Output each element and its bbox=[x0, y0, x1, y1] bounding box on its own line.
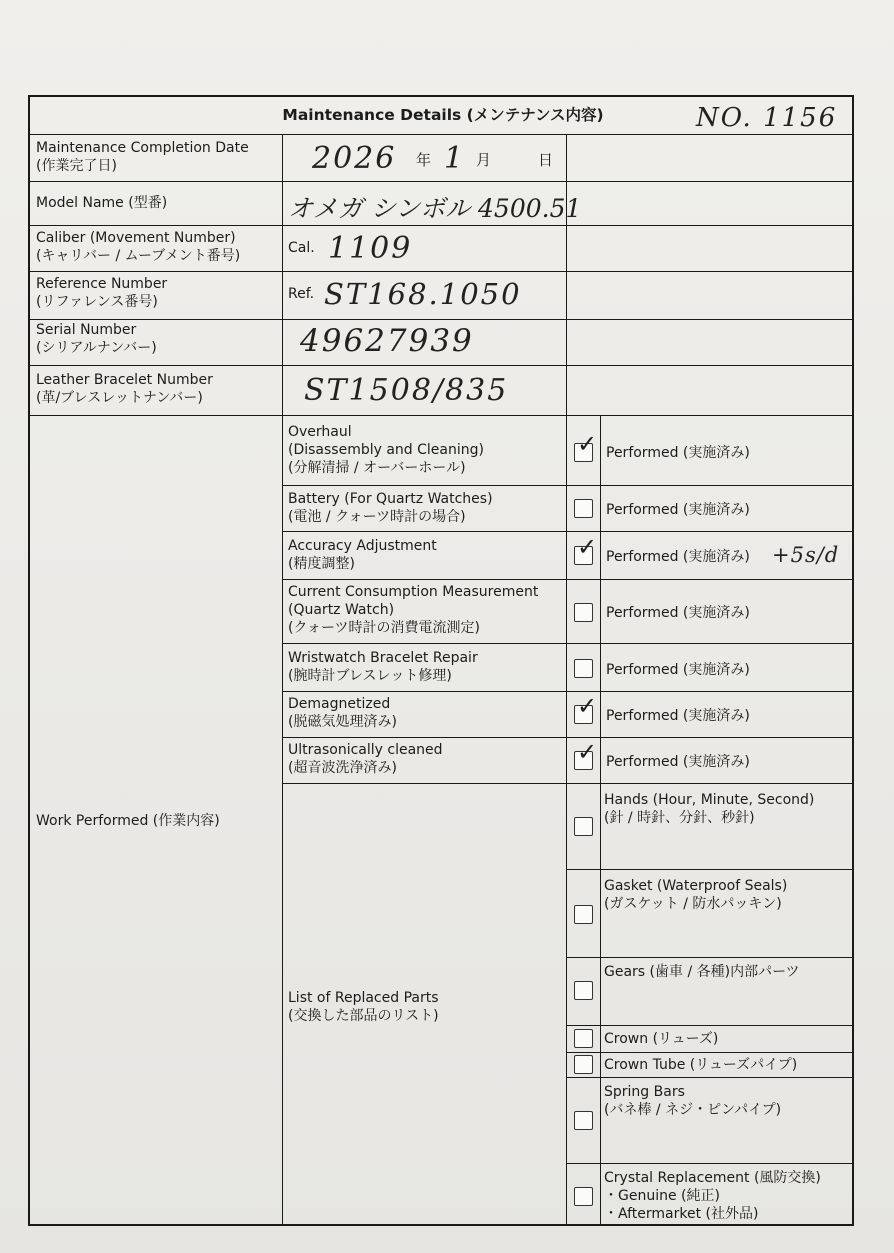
checkbox-demagnetized[interactable] bbox=[574, 692, 598, 724]
checkbox-accuracy[interactable] bbox=[574, 533, 598, 565]
caliber-value: 1109 bbox=[328, 231, 413, 266]
work-item-battery: Battery (For Quartz Watches) (電池 / クォーツ時計の場合) bbox=[288, 491, 493, 525]
checkbox-part-hands[interactable] bbox=[574, 817, 593, 836]
serial-value: 49627939 bbox=[300, 323, 474, 359]
checkbox-part-crown[interactable] bbox=[574, 1029, 593, 1048]
checkmark-icon: ✓ bbox=[577, 738, 598, 766]
form-title: Maintenance Details (メンテナンス内容) bbox=[282, 106, 604, 124]
checkmark-icon: ✓ bbox=[577, 692, 598, 720]
maintenance-form bbox=[28, 95, 854, 1226]
month-unit: 月 bbox=[476, 151, 492, 169]
checkbox-part-crown-tube[interactable] bbox=[574, 1055, 593, 1074]
work-item-overhaul: Overhaul (Disassembly and Cleaning) (分解清掃 / オーバーホール) bbox=[288, 424, 484, 476]
performed-label: Performed (実施済み) bbox=[606, 549, 750, 565]
performed-label: Performed (実施済み) bbox=[606, 708, 750, 724]
checkbox-part-spring-bars[interactable] bbox=[574, 1111, 593, 1130]
performed-label: Performed (実施済み) bbox=[606, 662, 750, 678]
checkbox-current-consumption[interactable] bbox=[574, 603, 593, 622]
work-item-bracelet-repair: Wristwatch Bracelet Repair (腕時計ブレスレット修理) bbox=[288, 650, 478, 684]
replaced-parts-label: List of Replaced Parts (交換した部品のリスト) bbox=[288, 990, 439, 1024]
performed-label: Performed (実施済み) bbox=[606, 445, 750, 461]
performed-label: Performed (実施済み) bbox=[606, 605, 750, 621]
part-gears: Gears (歯車 / 各種)内部パーツ bbox=[604, 964, 800, 980]
model-name-value: オメガ シンボル 4500.51 bbox=[288, 194, 582, 223]
part-gasket: Gasket (Waterproof Seals) (ガスケット / 防水パッキン) bbox=[604, 878, 788, 912]
reference-value: ST168.1050 bbox=[324, 277, 522, 311]
work-performed-label: Work Performed (作業内容) bbox=[36, 813, 220, 829]
bracelet-value: ST1508/835 bbox=[304, 373, 509, 408]
checkbox-ultrasonic[interactable] bbox=[574, 738, 598, 770]
work-item-accuracy: Accuracy Adjustment (精度調整) bbox=[288, 538, 437, 572]
checkbox-part-gears[interactable] bbox=[574, 981, 593, 1000]
part-crown: Crown (リューズ) bbox=[604, 1031, 719, 1047]
part-crystal: Crystal Replacement (風防交換) ・Genuine (純正) ・Aftermarket (社外品) bbox=[604, 1170, 821, 1222]
serial-label: Serial Number (シリアルナンバー) bbox=[36, 322, 157, 356]
bracelet-label: Leather Bracelet Number (革/ブレスレットナンバー) bbox=[36, 372, 213, 406]
work-item-demagnetized: Demagnetized (脱磁気処理済み) bbox=[288, 696, 397, 730]
work-item-current-consumption: Current Consumption Measurement (Quartz Watch) (クォーツ時計の消費電流測定) bbox=[288, 584, 539, 636]
caliber-prefix: Cal. bbox=[288, 240, 315, 256]
reference-label: Reference Number (リファレンス番号) bbox=[36, 276, 168, 310]
form-number: NO. 1156 bbox=[696, 103, 838, 133]
accuracy-note: +5s/d bbox=[772, 543, 840, 567]
reference-prefix: Ref. bbox=[288, 286, 315, 302]
checkmark-icon: ✓ bbox=[577, 533, 598, 561]
checkmark-icon: ✓ bbox=[577, 430, 598, 458]
part-hands: Hands (Hour, Minute, Second) (針 / 時針、分針、秒針) bbox=[604, 792, 815, 826]
completion-year: 2026 bbox=[312, 141, 397, 176]
part-crown-tube: Crown Tube (リューズパイプ) bbox=[604, 1057, 798, 1073]
checkbox-overhaul[interactable] bbox=[574, 430, 598, 462]
work-item-ultrasonic: Ultrasonically cleaned (超音波洗浄済み) bbox=[288, 742, 443, 776]
checkbox-battery[interactable] bbox=[574, 499, 593, 518]
caliber-label: Caliber (Movement Number) (キャリバー / ムーブメント番号) bbox=[36, 230, 241, 264]
completion-month: 1 bbox=[444, 141, 466, 176]
day-unit: 日 bbox=[538, 151, 554, 169]
performed-label: Performed (実施済み) bbox=[606, 502, 750, 518]
checkbox-part-crystal[interactable] bbox=[574, 1187, 593, 1206]
part-spring-bars: Spring Bars (バネ棒 / ネジ・ピンパイプ) bbox=[604, 1084, 782, 1118]
completion-date-label: Maintenance Completion Date (作業完了日) bbox=[36, 140, 249, 174]
checkbox-bracelet-repair[interactable] bbox=[574, 659, 593, 678]
year-unit: 年 bbox=[416, 151, 432, 169]
model-name-label: Model Name (型番) bbox=[36, 195, 168, 211]
checkbox-part-gasket[interactable] bbox=[574, 905, 593, 924]
performed-label: Performed (実施済み) bbox=[606, 754, 750, 770]
